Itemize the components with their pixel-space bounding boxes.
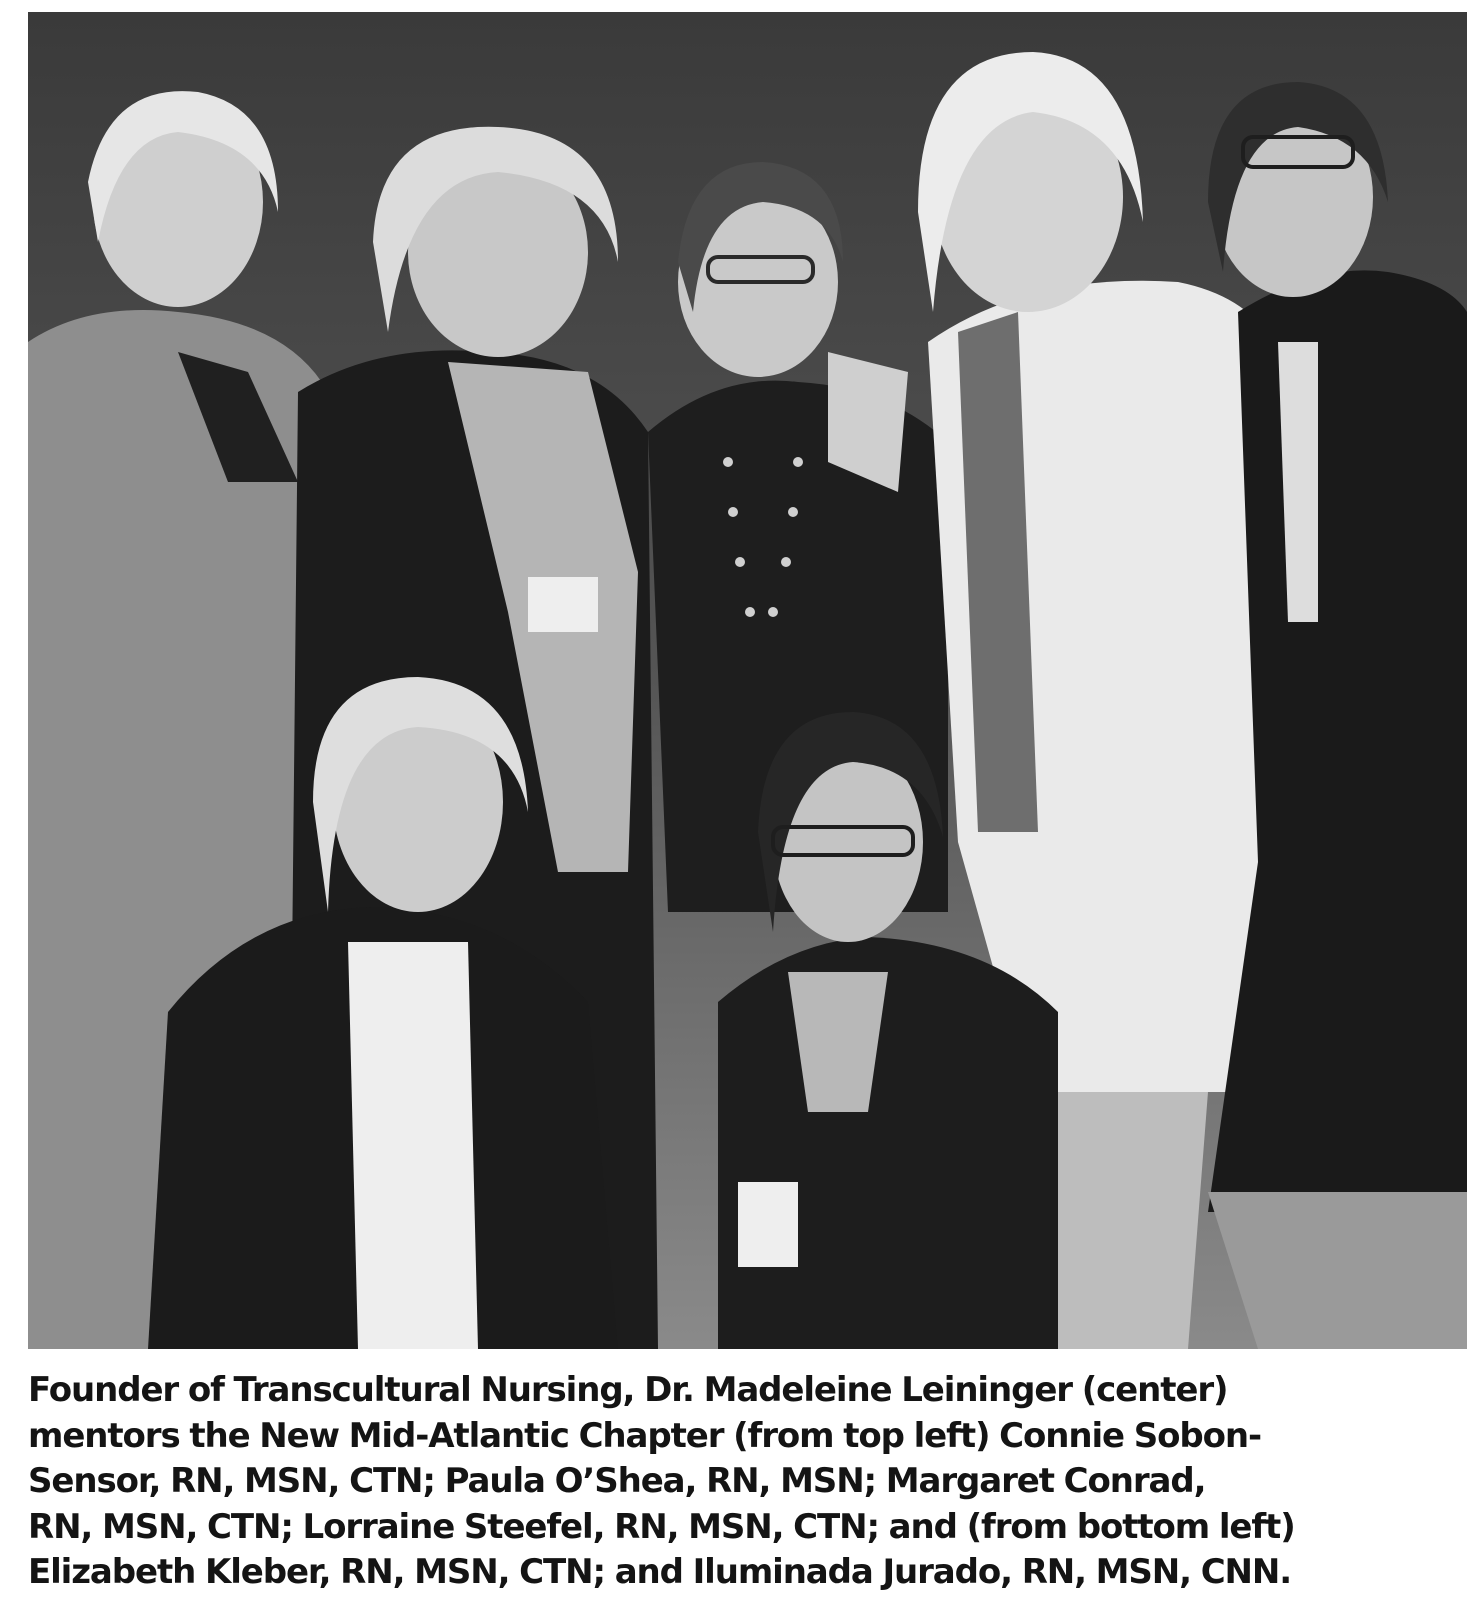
photo-caption (28, 1368, 1462, 1596)
group-photo (28, 12, 1467, 1349)
caption-line: mentors the New Mid-Atlantic Chapter (from top left) Connie Sobon- (28, 1415, 1261, 1456)
caption-line: Founder of Transcultural Nursing, Dr. Madeleine Leininger (center) (28, 1370, 1228, 1410)
caption-line: Sensor, RN, MSN, CTN; Paula O’Shea, RN, MSN; Margaret Conrad, (28, 1461, 1206, 1501)
caption-line: Elizabeth Kleber, RN, MSN, CTN; and Iluminada Jurado, RN, MSN, CNN. (28, 1552, 1292, 1592)
caption-line: RN, MSN, CTN; Lorraine Steefel, RN, MSN, CTN; and (from bottom left) (28, 1506, 1295, 1547)
